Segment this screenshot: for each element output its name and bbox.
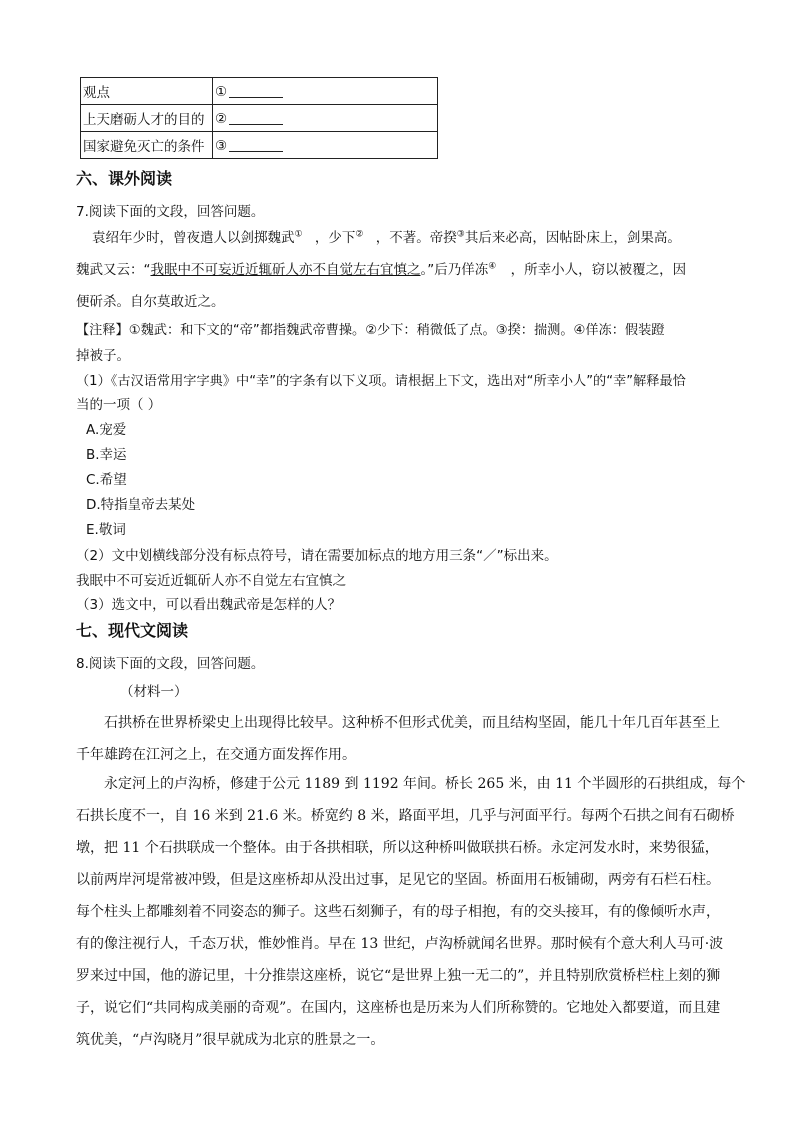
paragraph-2-line: 墩，把 11 个石拱联成一个整体。由于各拱相联，所以这种桥叫做联拱石桥。永定河发水时，来势很猛， — [76, 840, 719, 856]
passage-line-3: 便斫杀。自尔莫敢近之。 — [76, 294, 225, 310]
table-row — [81, 132, 438, 159]
answer-blank[interactable] — [229, 83, 283, 98]
table-cell-label: 国家避免灭亡的条件 — [81, 132, 213, 159]
passage-text: ，所幸小人，窃以被覆之，因 — [510, 262, 687, 278]
answer-number: ③ — [215, 137, 228, 154]
answer-number: ② — [215, 110, 228, 127]
option-b[interactable]: B.幸运 — [86, 447, 127, 463]
question-intro-8: 8.阅读下面的文段，回答问题。 — [76, 656, 265, 672]
table-cell-answer — [213, 78, 438, 105]
question-2-sentence: 我眠中不可妄近近辄斫人亦不自觉左右宜慎之 — [76, 573, 346, 589]
paragraph-2-line: 有的像注视行人，千态万状，惟妙惟肖。早在 13 世纪，卢沟桥就闻名世界。那时候有个意大利人马可·波 — [76, 936, 724, 952]
question-3: （3）选文中，可以看出魏武帝是怎样的人？ — [76, 597, 342, 613]
option-e[interactable]: E.敬词 — [86, 522, 126, 538]
table-cell-answer — [213, 132, 438, 159]
passage-text: ，少下 — [314, 230, 356, 246]
paragraph-2-line: 罗来过中国，他的游记里，十分推崇这座桥，说它“是世界上独一无二的”，并且特别欣赏桥栏柱上刻的狮 — [76, 968, 721, 984]
table-row — [81, 78, 438, 105]
paragraph-2-line: 子，说它们“共同构成美丽的奇观”。在国内，这座桥也是历来为人们所称赞的。它地处入都要道，而且建 — [76, 1000, 721, 1016]
passage-text: 袁绍年少时，曾夜遣人以剑掷魏武 — [92, 230, 295, 246]
answer-number: ① — [215, 83, 228, 100]
annotation-line-2: 掉被子。 — [76, 348, 130, 364]
footnote-mark: ② — [355, 229, 364, 240]
footnote-mark: ③ — [456, 229, 465, 240]
passage-text: 。”后乃佯冻 — [420, 262, 489, 278]
section-heading-6: 六、课外阅读 — [76, 169, 173, 188]
paragraph-2-line: 石拱长度不一，自 16 米到 21.6 米。桥宽约 8 米，路面平坦，几乎与河面平行。每两个石拱之间有石砌桥 — [76, 808, 735, 824]
paragraph-2-line: 每个柱头上都雕刻着不同姿态的狮子。这些石刻狮子，有的母子相抱，有的交头接耳，有的像倾听水声， — [76, 904, 720, 920]
paragraph-1-line: 千年雄跨在江河之上，在交通方面发挥作用。 — [76, 747, 356, 763]
question-1-line-1: （1）《古汉语常用字字典》中“幸”的字条有以下义项。请根据上下文，选出对“所幸小人”的“幸”解释最恰 — [76, 374, 686, 389]
option-a[interactable]: A.宠爱 — [86, 422, 127, 438]
question-2: （2）文中划横线部分没有标点符号，请在需要加标点的地方用三条“／”标出来。 — [76, 548, 558, 564]
answer-blank[interactable] — [229, 110, 283, 125]
table-cell-label: 上天磨砺人才的目的 — [81, 105, 213, 132]
passage-line-1 — [92, 226, 681, 246]
passage-text: 其后来必高，因帖卧床上，剑果高。 — [464, 230, 681, 246]
table-cell-label: 观点 — [81, 78, 213, 105]
table-cell-answer — [213, 105, 438, 132]
table-row — [81, 105, 438, 132]
footnote-mark: ① — [294, 229, 303, 240]
annotation-line-1: 【注释】①魏武：和下文的“帝”都指魏武帝曹操。②少下：稍微低了点。③揆：揣测。④佯冻：假装蹬 — [76, 323, 665, 338]
answer-blank[interactable] — [229, 137, 283, 152]
passage-line-2 — [76, 258, 686, 278]
underlined-sentence: 我眠中不可妄近近辄斫人亦不自觉左右宜慎之 — [150, 262, 421, 278]
paragraph-1-line: 石拱桥在世界桥梁史上出现得比较早。这种桥不但形式优美，而且结构坚固，能几十年几百年甚至上 — [104, 715, 720, 731]
material-label: （材料一） — [120, 684, 188, 700]
option-d[interactable]: D.特指皇帝去某处 — [86, 497, 196, 513]
paragraph-2-line: 以前两岸河堤常被冲毁，但是这座桥却从没出过事，足见它的坚固。桥面用石板铺砌，两旁有石栏石柱。 — [76, 872, 720, 888]
passage-text: 魏武又云：“ — [76, 262, 151, 278]
question-intro-7: 7.阅读下面的文段，回答问题。 — [76, 204, 265, 220]
paragraph-2-line: 永定河上的卢沟桥，修建于公元 1189 到 1192 年间。桥长 265 米，由 11 个半圆形的石拱组成，每个 — [104, 776, 746, 792]
section-heading-7: 七、现代文阅读 — [76, 621, 189, 640]
paragraph-2-line: 筑优美，“卢沟晓月”很早就成为北京的胜景之一。 — [76, 1032, 385, 1048]
question-1-line-2: 当的一项（ ） — [76, 397, 162, 413]
passage-text: ，不著。帝揆 — [375, 230, 457, 246]
answer-table — [80, 77, 438, 159]
footnote-mark: ④ — [488, 261, 497, 272]
option-c[interactable]: C.希望 — [86, 472, 127, 488]
